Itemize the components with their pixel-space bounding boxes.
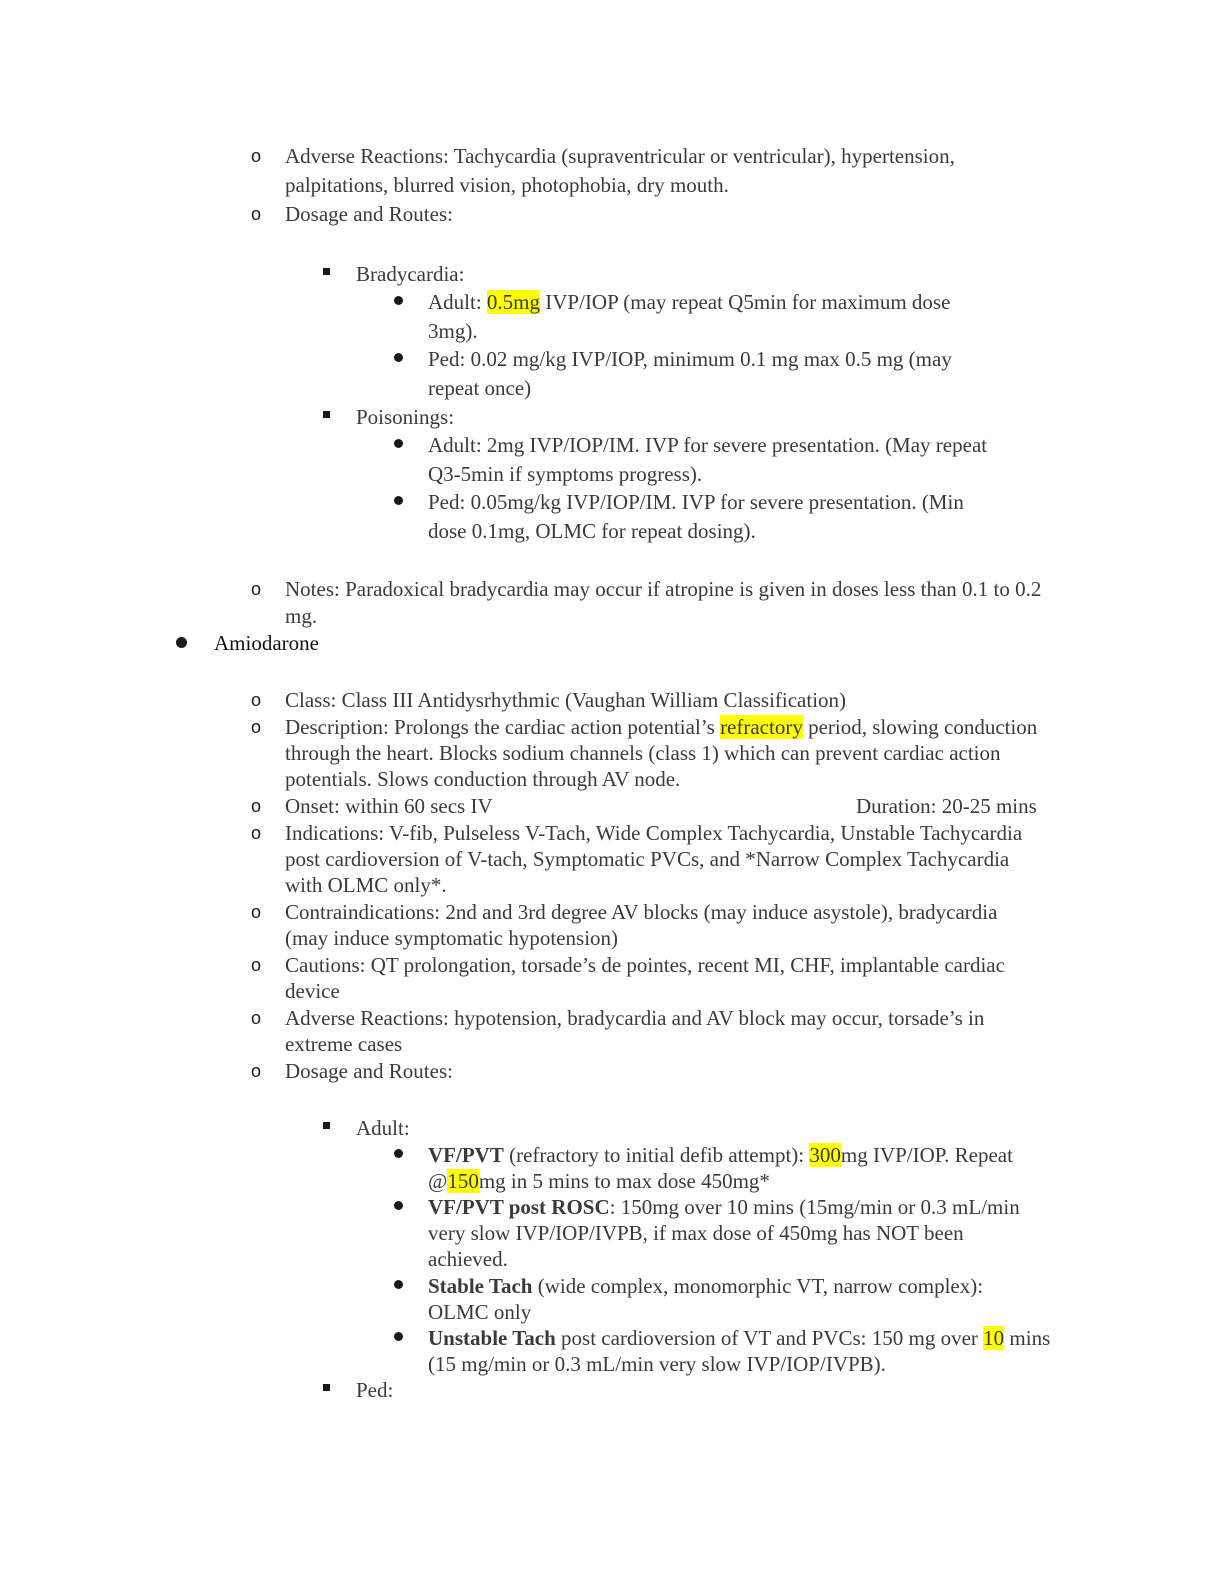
bradycardia-label: Bradycardia:	[356, 262, 465, 286]
dot-bullet-icon	[394, 353, 403, 362]
atropine-notes-line2: mg.	[285, 604, 318, 628]
vf-pvt-line1: VF/PVT (refractory to initial defib attempt): 300mg IVP/IOP. Repeat	[428, 1143, 1013, 1167]
rosc-line3: achieved.	[428, 1247, 508, 1271]
atropine-dosage-heading: Dosage and Routes:	[285, 202, 453, 226]
rosc-line1: VF/PVT post ROSC: 150mg over 10 mins (15mg/min or 0.3 mL/min	[428, 1195, 1020, 1219]
pois-adult-line1: Adult: 2mg IVP/IOP/IM. IVP for severe presentation. (May repeat	[428, 433, 988, 457]
hollow-bullet-icon: o	[251, 1008, 262, 1028]
amio-duration: Duration: 20-25 mins	[856, 794, 1037, 818]
pois-adult-line2: Q3-5min if symptoms progress).	[428, 462, 703, 486]
highlight-refractory: refractory	[720, 715, 803, 739]
hollow-bullet-icon: o	[251, 146, 262, 166]
amio-desc-line3: potentials. Slows conduction through AV node.	[285, 767, 681, 791]
amio-contra-line2: (may induce symptomatic hypotension)	[285, 926, 619, 950]
square-bullet-icon	[323, 268, 330, 275]
hollow-bullet-icon: o	[251, 204, 262, 224]
dot-bullet-icon	[394, 1280, 403, 1289]
amio-cautions-line2: device	[285, 979, 340, 1003]
hollow-bullet-icon: o	[251, 717, 262, 737]
amio-adverse-line1: Adverse Reactions: hypotension, bradycardia and AV block may occur, torsade’s in	[285, 1006, 985, 1030]
amio-indications-line1: Indications: V-fib, Pulseless V-Tach, Wide Complex Tachycardia, Unstable Tachycardia	[285, 821, 1023, 845]
pois-ped-line1: Ped: 0.05mg/kg IVP/IOP/IM. IVP for severe presentation. (Min	[428, 490, 964, 514]
hollow-bullet-icon: o	[251, 796, 262, 816]
dot-bullet-icon	[394, 1201, 403, 1210]
stable-line2: OLMC only	[428, 1300, 532, 1324]
amio-indications-line2: post cardioversion of V-tach, Symptomatic PVCs, and *Narrow Complex Tachycardia	[285, 847, 1010, 871]
hollow-bullet-icon: o	[251, 823, 262, 843]
highlight-150: 150	[447, 1169, 479, 1193]
amio-adverse-line2: extreme cases	[285, 1032, 403, 1056]
square-bullet-icon	[323, 411, 330, 418]
hollow-bullet-icon: o	[251, 690, 262, 710]
brady-ped-line2: repeat once)	[428, 376, 532, 400]
dot-bullet-icon	[394, 296, 403, 305]
dot-bullet-icon	[176, 637, 187, 648]
square-bullet-icon	[323, 1384, 330, 1391]
brady-adult-line2: 3mg).	[428, 319, 478, 343]
amiodarone-heading: Amiodarone	[214, 631, 319, 655]
vf-pvt-line2: @150mg in 5 mins to max dose 450mg*	[428, 1169, 770, 1193]
amio-indications-line3: with OLMC only*.	[285, 873, 447, 897]
amio-class: Class: Class III Antidysrhythmic (Vaughan William Classification)	[285, 688, 847, 712]
amio-desc-line1: Description: Prolongs the cardiac action potential’s refractory period, slowing conduction	[285, 715, 1038, 739]
rosc-line2: very slow IVP/IOP/IVPB, if max dose of 450mg has NOT been	[428, 1221, 964, 1245]
hollow-bullet-icon: o	[251, 955, 262, 975]
brady-ped-line1: Ped: 0.02 mg/kg IVP/IOP, minimum 0.1 mg max 0.5 mg (may	[428, 347, 952, 371]
brady-adult-line1: Adult: 0.5mg IVP/IOP (may repeat Q5min for maximum dose	[428, 290, 951, 314]
amio-onset: Onset: within 60 secs IV	[285, 794, 493, 818]
dot-bullet-icon	[394, 439, 403, 448]
poisonings-label: Poisonings:	[356, 405, 455, 429]
amio-ped-label: Ped:	[356, 1378, 394, 1402]
amio-adult-label: Adult:	[356, 1116, 410, 1140]
hollow-bullet-icon: o	[251, 1061, 262, 1081]
atropine-adverse-line2: palpitations, blurred vision, photophobia, dry mouth.	[285, 173, 729, 197]
square-bullet-icon	[323, 1122, 330, 1129]
atropine-notes-line1: Notes: Paradoxical bradycardia may occur if atropine is given in doses less than 0.1 to 0.2	[285, 577, 1042, 601]
amio-contra-line1: Contraindications: 2nd and 3rd degree AV blocks (may induce asystole), bradycardia	[285, 900, 998, 924]
unstable-line2: (15 mg/min or 0.3 mL/min very slow IVP/IOP/IVPB).	[428, 1352, 886, 1376]
dot-bullet-icon	[394, 1332, 403, 1341]
dot-bullet-icon	[394, 496, 403, 505]
hollow-bullet-icon: o	[251, 579, 262, 599]
amio-desc-line2: through the heart. Blocks sodium channels (class 1) which can prevent cardiac action	[285, 741, 1001, 765]
amio-cautions-line1: Cautions: QT prolongation, torsade’s de pointes, recent MI, CHF, implantable cardiac	[285, 953, 1005, 977]
unstable-line1: Unstable Tach post cardioversion of VT and PVCs: 150 mg over 10 mins	[428, 1326, 1051, 1350]
amio-dosage-heading: Dosage and Routes:	[285, 1059, 453, 1083]
hollow-bullet-icon: o	[251, 902, 262, 922]
highlight-10: 10	[983, 1326, 1005, 1350]
atropine-adverse-line1: Adverse Reactions: Tachycardia (supraventricular or ventricular), hypertension,	[285, 144, 955, 168]
stable-line1: Stable Tach (wide complex, monomorphic VT, narrow complex):	[428, 1274, 984, 1298]
pois-ped-line2: dose 0.1mg, OLMC for repeat dosing).	[428, 519, 756, 543]
highlight-dose: 0.5mg	[486, 290, 541, 314]
highlight-300: 300	[809, 1143, 841, 1167]
dot-bullet-icon	[394, 1149, 403, 1158]
